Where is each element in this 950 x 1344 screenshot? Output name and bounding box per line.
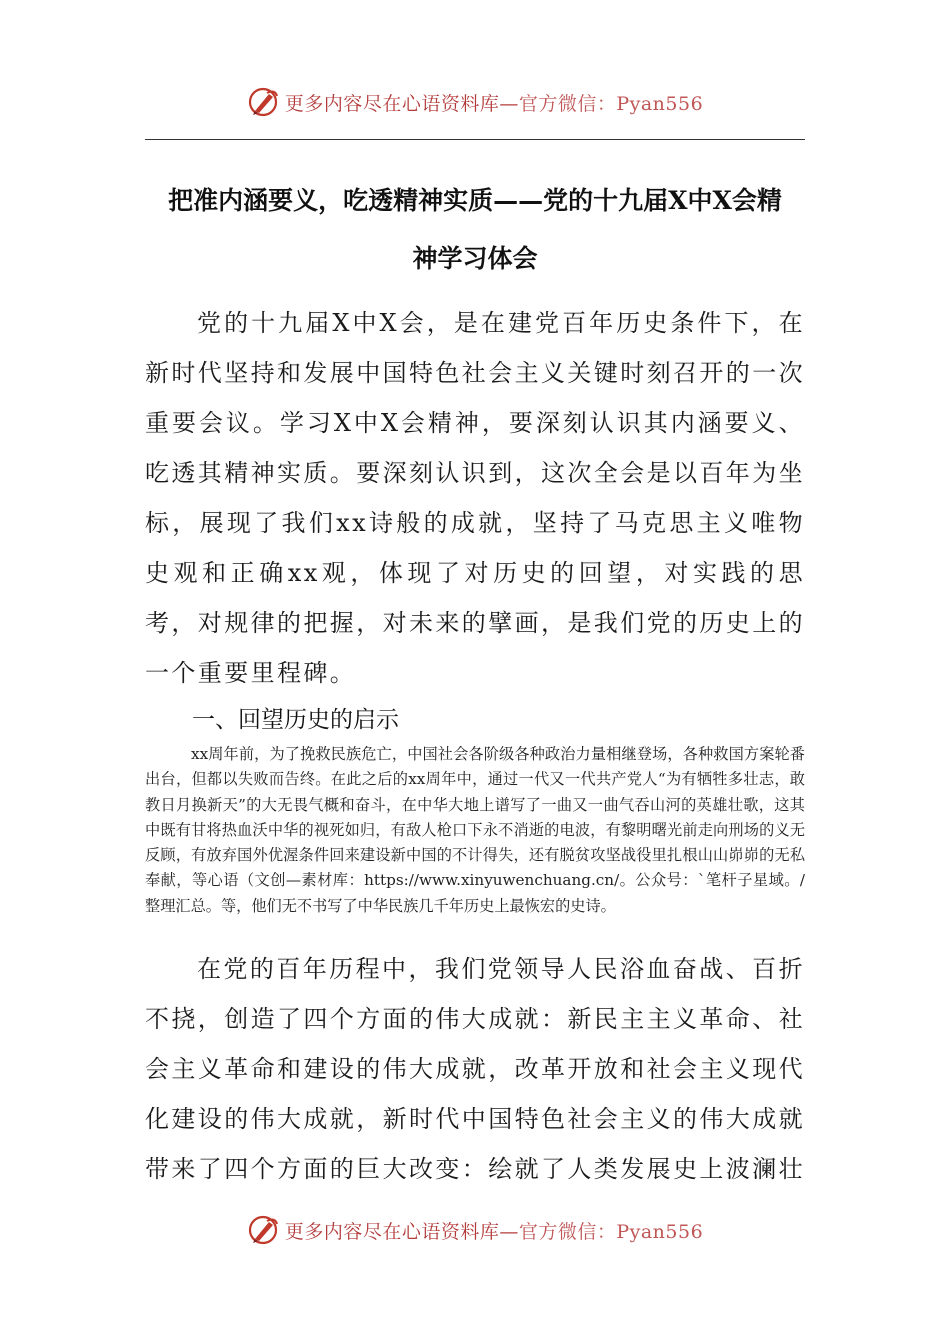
paragraph-2: xx周年前，为了挽救民族危亡，中国社会各阶级各种政治力量相继登场，各种救国方案轮番出台，但都以失败而告终。在此之后的xx周年中，通过一代又一代共产党人“为有牺牲多壮志，敢教日月换新天”的大无畏气概和奋斗，在中华大地上谱写了一曲又一曲气吞山河的英雄壮歌，这其中既有甘将热血沃中华的视死如归，有敌人枪口下永不消逝的电波，有黎明曙光前走向刑场的义无反顾，有放弃国外优渥条件回来建设新中国的不计得失，还有脱贫攻坚战役里扎根山山峁峁的无私奉献，等心语（文创—素材库：https://www.xinyuwenchuang.cn/。公众号：`笔杆子星域。/整理汇总。等，他们无不书写了中华民族几千年历史上最恢宏的史诗。	[145, 745, 805, 915]
document-title	[145, 172, 805, 288]
banner-wechat: 官方微信：Pyan556	[518, 92, 704, 115]
pen-nib-icon	[247, 1213, 281, 1247]
header-divider	[145, 139, 805, 140]
footer-banner-text: 更多内容尽在心语资料库—官方微信：Pyan556	[284, 1220, 704, 1243]
header-banner	[0, 82, 950, 122]
footer-banner-wechat: 官方微信：Pyan556	[518, 1220, 704, 1243]
pen-nib-icon	[247, 85, 281, 119]
section-heading-1: 一、回望历史的启示	[192, 707, 399, 733]
paragraph-1: 党的十九届X中X会，是在建党百年历史条件下，在新时代坚持和发展中国特色社会主义关键时刻召开的一次重要会议。学习X中X会精神，要深刻认识其内涵要义、吃透其精神实质。要深刻认识到，这次全会是以百年为坐标，展现了我们xx诗般的成就，坚持了马克思主义唯物史观和正确xx观，体现了对历史的回望，对实践的思考，对规律的把握，对未来的擘画，是我们党的历史上的一个重要里程碑。	[145, 309, 805, 687]
paragraph-3: 在党的百年历程中，我们党领导人民浴血奋战、百折不挠，创造了四个方面的伟大成就：新民主主义革命、社会主义革命和建设的伟大成就，改革开放和社会主义现代化建设的伟大成就，新时代中国特色社会主义的伟大成就带来了四个方面的巨大改变：绘就了人类发展史上波澜壮	[145, 955, 805, 1183]
title-line-2: 神学习体会	[412, 244, 538, 273]
banner-text: 更多内容尽在心语资料库—官方微信：Pyan556	[284, 92, 704, 115]
footer-banner	[0, 1210, 950, 1250]
title-line-1: 把准内涵要义，吃透精神实质——党的十九届X中X会精	[168, 186, 782, 215]
